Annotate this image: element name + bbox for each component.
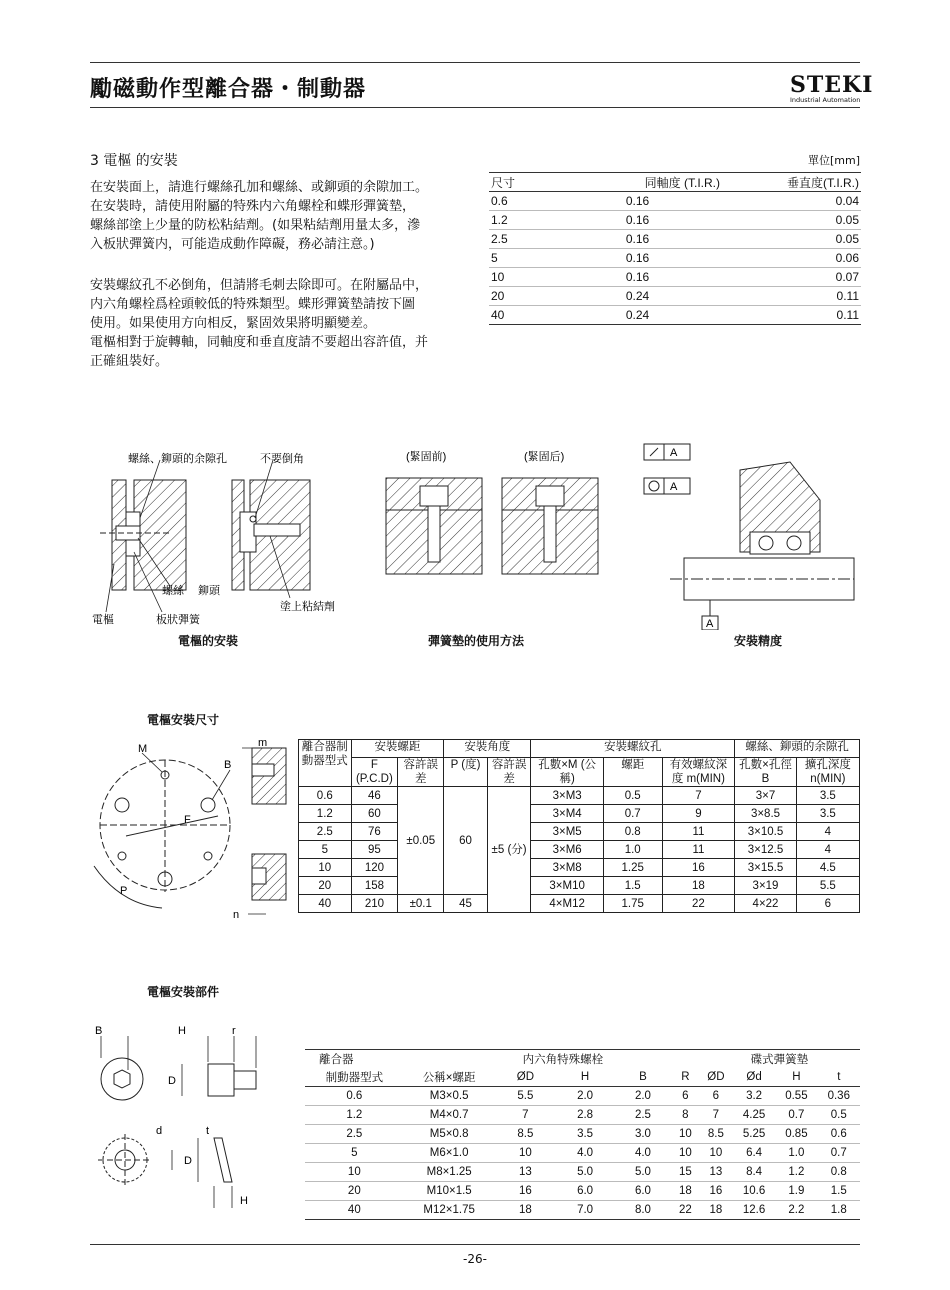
- table-cell: 0.16: [553, 211, 728, 230]
- table-row: [489, 192, 861, 211]
- paragraph-line: 内六角螺栓爲栓頭較低的特殊類型。蝶形彈簧墊請按下圖: [90, 297, 416, 312]
- thread-depth: 18: [662, 877, 735, 895]
- table-row: [489, 306, 861, 325]
- table-cell: 7.0: [556, 1201, 614, 1220]
- counterbore-depth: 3.5: [796, 805, 859, 823]
- label-b: B: [224, 759, 232, 771]
- label-p: P: [120, 885, 128, 897]
- table-cell: 18: [699, 1201, 733, 1220]
- table-cell: 0.85: [775, 1125, 817, 1144]
- table-cell: 0.6: [491, 194, 508, 208]
- table-cell: 18: [672, 1182, 699, 1201]
- table-cell: 6: [712, 1090, 720, 1102]
- caption-install-accuracy: 安裝精度: [734, 634, 783, 648]
- model-size: 10: [299, 859, 352, 877]
- table-row: [299, 805, 860, 823]
- leaf-spring-label: 板狀彈簧: [156, 614, 200, 626]
- thread-pitch: 0.8: [603, 823, 662, 841]
- header-cell: 孔數×M (公稱): [531, 758, 604, 787]
- table-cell: 0.07: [728, 268, 861, 287]
- top-rule: [90, 62, 860, 63]
- datum-a-label: A: [670, 481, 678, 493]
- pcd-value: 158: [351, 877, 398, 895]
- washer-side-view: [214, 1138, 232, 1182]
- header-cell: 安裝螺距: [351, 740, 444, 758]
- bolt-head-before: [420, 486, 448, 506]
- table-cell: 40: [305, 1201, 404, 1220]
- table-cell: M12×1.75: [404, 1201, 495, 1220]
- table-cell: 6.0: [556, 1182, 614, 1201]
- table-row: [299, 787, 860, 805]
- datum-a-label: A: [670, 447, 678, 459]
- header-cell: ØD: [495, 1068, 556, 1087]
- angle-value: 60: [444, 787, 488, 895]
- paragraph-2: [90, 276, 475, 371]
- table-cell: 3.2: [746, 1090, 763, 1102]
- bolt-head-top-view: [101, 1058, 143, 1100]
- before-tighten-label: (緊固前): [406, 451, 447, 463]
- header-cell: 制動器型式: [305, 1068, 404, 1087]
- header-cell: 容許誤差: [487, 758, 531, 787]
- header-cell: ØD: [699, 1068, 733, 1087]
- table-cell: 2.0: [634, 1090, 651, 1102]
- header-cell: 安裝螺紋孔: [531, 740, 735, 758]
- table-cell: 8.5: [699, 1125, 733, 1144]
- thread-pitch: 0.7: [603, 805, 662, 823]
- paragraph-line: 在安裝面上，請進行螺絲孔加和螺絲、或鉚頭的余隙加工。: [90, 180, 429, 195]
- label-m: m: [258, 737, 268, 749]
- header-cell: R: [672, 1068, 699, 1087]
- table-cell: 6.4: [733, 1144, 775, 1163]
- table-cell: 0.16: [553, 249, 728, 268]
- counterbore-depth: 4: [796, 823, 859, 841]
- parts-table: [305, 1049, 860, 1220]
- table-header-row: [305, 1068, 860, 1087]
- table-cell: 10: [489, 268, 553, 287]
- label-h: H: [240, 1195, 248, 1207]
- thread-pitch: 1.0: [603, 841, 662, 859]
- hex-socket: [114, 1070, 130, 1088]
- clearance-hole-label: 螺絲、鉚頭的余隙孔: [128, 453, 227, 465]
- table-cell: 8.4: [733, 1163, 775, 1182]
- unit-label: 單位[mm]: [807, 154, 860, 167]
- model-size: 1.2: [299, 805, 352, 823]
- thread-depth: 22: [662, 895, 735, 913]
- tir-table-body: [489, 192, 861, 325]
- header-cell: F (P.C.D): [351, 758, 398, 787]
- table-cell: 1.2: [489, 211, 553, 230]
- model-size: 5: [299, 841, 352, 859]
- caption-washer-usage: 彈簧墊的使用方法: [428, 634, 525, 648]
- table-cell: 18: [495, 1201, 556, 1220]
- clearance-hole-spec: 3×10.5: [735, 823, 796, 841]
- label-h: H: [178, 1025, 186, 1037]
- perpendicularity-frame: [644, 478, 690, 494]
- table-cell: 6.0: [614, 1182, 672, 1201]
- header-cell: H: [775, 1068, 817, 1087]
- table-row: [299, 823, 860, 841]
- table-row: [305, 1087, 860, 1106]
- header-cell: 垂直度(T.I.R.): [728, 173, 861, 192]
- model-size: 20: [299, 877, 352, 895]
- table-row: [299, 859, 860, 877]
- thread-pitch: 1.5: [603, 877, 662, 895]
- table-cell: 1.2: [775, 1163, 817, 1182]
- thread-depth: 7: [662, 787, 735, 805]
- table-cell: 7: [495, 1106, 556, 1125]
- table-cell: M5×0.8: [404, 1125, 495, 1144]
- header-cell: B: [614, 1068, 672, 1087]
- hub-block: [134, 480, 186, 590]
- table-cell: 0.16: [625, 194, 650, 208]
- thread-pitch: 0.5: [603, 787, 662, 805]
- brand-subtitle: Industrial Automation: [790, 96, 861, 104]
- pcd-value: 210: [351, 895, 398, 913]
- screw-label: 螺絲: [162, 585, 184, 597]
- label-d-capital: D: [184, 1155, 192, 1167]
- table-cell: 0.36: [827, 1090, 850, 1102]
- table-cell: 2.5: [305, 1125, 404, 1144]
- counterbore-depth: 6: [796, 895, 859, 913]
- counterbore-depth: 3.5: [796, 787, 859, 805]
- table-cell: 5.5: [517, 1090, 534, 1102]
- table-cell: 0.06: [728, 249, 861, 268]
- header-cell: 離合器制動器型式: [299, 740, 352, 787]
- table-cell: 40: [489, 306, 553, 325]
- header-cell: 容許誤差: [398, 758, 444, 787]
- label-d: d: [156, 1125, 163, 1137]
- label-d-capital: D: [168, 1075, 176, 1087]
- label-r: r: [232, 1025, 236, 1037]
- table-cell: 4.25: [733, 1106, 775, 1125]
- table-cell: 0.6: [818, 1125, 860, 1144]
- table-cell: 2.0: [577, 1090, 594, 1102]
- header-cell: 同軸度 (T.I.R.): [553, 173, 728, 192]
- mount-dims-subtitle: 電樞安裝尺寸: [147, 713, 220, 727]
- header-cell: 内六角特殊螺栓: [495, 1050, 672, 1069]
- bolt-head-after: [536, 486, 564, 506]
- table-cell: 15: [672, 1163, 699, 1182]
- clearance-hole-spec: 4×22: [735, 895, 796, 913]
- table-cell: 10: [699, 1144, 733, 1163]
- paragraph-line: 安裝螺紋孔不必倒角，但請將毛刺去除即可。在附屬品中，: [90, 278, 429, 293]
- header-cell: 擴孔深度 n(MIN): [796, 758, 859, 787]
- counterbore-depth: 4: [796, 841, 859, 859]
- header-cell: 離合器: [305, 1050, 404, 1069]
- clearance-hole: [115, 798, 129, 812]
- table-cell: 1.9: [775, 1182, 817, 1201]
- table-cell: 20: [489, 287, 553, 306]
- table-cell: 3.5: [556, 1125, 614, 1144]
- table-cell: 3.0: [614, 1125, 672, 1144]
- table-cell: 5.0: [614, 1163, 672, 1182]
- pcd-value: 46: [351, 787, 398, 805]
- clearance-hole-spec: 3×7: [735, 787, 796, 805]
- header-cell: Ød: [733, 1068, 775, 1087]
- table-row: [299, 841, 860, 859]
- parts-table-body: [305, 1087, 860, 1220]
- table-cell: 0.16: [553, 230, 728, 249]
- parts-diagram: [90, 1022, 290, 1212]
- table-cell: 12.6: [733, 1201, 775, 1220]
- header-cell: 螺距: [603, 758, 662, 787]
- table-cell: 2.5: [614, 1106, 672, 1125]
- table-row: [489, 211, 861, 230]
- table-cell: 0.05: [728, 230, 861, 249]
- table-cell: 0.24: [553, 306, 728, 325]
- table-cell: M10×1.5: [404, 1182, 495, 1201]
- brand-logo: [790, 72, 874, 104]
- table-cell: 10: [672, 1125, 699, 1144]
- datum-a-label: A: [706, 618, 714, 630]
- angle-tolerance: ±5 (分): [487, 787, 531, 913]
- model-size: 0.6: [299, 787, 352, 805]
- clearance-hole-spec: 3×15.5: [735, 859, 796, 877]
- no-chamfer-label: 不要倒角: [260, 453, 304, 465]
- clearance-hole: [201, 798, 215, 812]
- header-cell: 螺絲、鉚頭的余隙孔: [735, 740, 860, 758]
- table-cell: 10: [672, 1144, 699, 1163]
- after-tighten-label: (緊固后): [524, 451, 565, 463]
- adhesive-label: 塗上粘結劑: [280, 601, 335, 613]
- pcd-value: 76: [351, 823, 398, 841]
- bolt-shank: [254, 524, 300, 536]
- page-number: -26-: [463, 1252, 487, 1266]
- table-cell: M6×1.0: [404, 1144, 495, 1163]
- thread-pitch: 1.25: [603, 859, 662, 877]
- pcd-value: 60: [351, 805, 398, 823]
- install-accuracy-figure: [640, 440, 860, 630]
- table-row: [305, 1125, 860, 1144]
- header-cell: 尺寸: [489, 173, 553, 192]
- parts-subtitle: 電樞安裝部件: [147, 985, 220, 999]
- washer-usage-figure: [380, 440, 610, 600]
- table-cell: 5: [489, 249, 553, 268]
- section-heading: 3 電樞 的安裝: [90, 153, 178, 169]
- tapped-hole-spec: 4×M12: [531, 895, 604, 913]
- table-cell: 22: [672, 1201, 699, 1220]
- bolt-side-view: [208, 1064, 234, 1096]
- table-cell: 0.5: [818, 1106, 860, 1125]
- pcd-value: 120: [351, 859, 398, 877]
- tapped-hole-spec: 3×M8: [531, 859, 604, 877]
- angle-value: 45: [444, 895, 488, 913]
- table-cell: 2.8: [556, 1106, 614, 1125]
- table-row: [305, 1182, 860, 1201]
- thread-pitch: 1.75: [603, 895, 662, 913]
- tapped-hole: [118, 852, 126, 860]
- paragraph-line: 正確組裝好。: [90, 354, 169, 369]
- armature-label: 電樞: [92, 614, 114, 626]
- table-cell: 0.7: [775, 1106, 817, 1125]
- table-cell: M8×1.25: [404, 1163, 495, 1182]
- model-size: 40: [299, 895, 352, 913]
- table-row: [489, 249, 861, 268]
- table-cell: 0.55: [785, 1090, 808, 1102]
- counterbore-depth: 5.5: [796, 877, 859, 895]
- table-cell: 0.24: [553, 287, 728, 306]
- paragraph-line: 螺絲部塗上少量的防松粘結劑。(如果粘結劑用量太多，滲: [90, 218, 421, 233]
- table-cell: 7: [699, 1106, 733, 1125]
- tapped-hole-spec: 3×M6: [531, 841, 604, 859]
- table-cell: 0.8: [818, 1163, 860, 1182]
- table-row: [489, 268, 861, 287]
- tapped-hole-spec: 3×M5: [531, 823, 604, 841]
- table-cell: 20: [305, 1182, 404, 1201]
- table-row: [489, 287, 861, 306]
- table-cell: 5.0: [556, 1163, 614, 1182]
- table-cell: 0.6: [346, 1090, 363, 1102]
- table-cell: M4×0.7: [404, 1106, 495, 1125]
- tapped-hole-spec: 3×M4: [531, 805, 604, 823]
- label-f: F: [184, 814, 191, 826]
- table-cell: 6: [682, 1090, 689, 1102]
- table-cell: 0.7: [818, 1144, 860, 1163]
- brand-name: STEKI: [790, 72, 874, 98]
- header-cell: 碟式彈簧墊: [699, 1050, 860, 1069]
- paragraph-line: 電樞相對于旋轉軸，同軸度和垂直度請不要超出容許值，并: [90, 335, 429, 350]
- pcd-value: 95: [351, 841, 398, 859]
- paragraph-line: 在安裝時，請使用附屬的特殊内六角螺栓和蝶形彈簧墊，: [90, 199, 416, 214]
- caption-armature-install: 電樞的安裝: [178, 634, 239, 648]
- paragraph-1: [90, 178, 475, 254]
- table-cell: 1.8: [818, 1201, 860, 1220]
- label-t: t: [206, 1125, 210, 1137]
- table-cell: 0.04: [835, 194, 859, 208]
- table-row: [299, 877, 860, 895]
- tapped-hole-spec: 3×M3: [531, 787, 604, 805]
- table-row: [305, 1163, 860, 1182]
- table-cell: M3×0.5: [429, 1090, 469, 1102]
- clearance-hole-spec: 3×12.5: [735, 841, 796, 859]
- header-cell: P (度): [444, 758, 488, 787]
- tolerance-value: ±0.1: [398, 895, 444, 913]
- table-cell: 16: [699, 1182, 733, 1201]
- table-cell: 5.25: [733, 1125, 775, 1144]
- table-cell: 0.16: [553, 268, 728, 287]
- table-cell: 0.05: [728, 211, 861, 230]
- label-n: n: [233, 909, 240, 921]
- hole-pattern-diagram: [90, 732, 290, 922]
- table-cell: 0.11: [728, 306, 861, 325]
- clearance-hole-spec: 3×19: [735, 877, 796, 895]
- counterbore-depth: 4.5: [796, 859, 859, 877]
- paragraph-line: 使用。如果使用方向相反，緊固效果將明顯變差。: [90, 316, 377, 331]
- table-row: [305, 1144, 860, 1163]
- header-cell: 有效螺紋深度 m(MIN): [662, 758, 735, 787]
- header-rule: [90, 107, 860, 108]
- header-cell: 孔數×孔徑B: [735, 758, 796, 787]
- table-cell: 10: [495, 1144, 556, 1163]
- table-cell: 13: [699, 1163, 733, 1182]
- table-row: [489, 230, 861, 249]
- header-cell: t: [818, 1068, 860, 1087]
- label-b: B: [95, 1025, 103, 1037]
- table-row: [299, 895, 860, 913]
- mount-dims-table: [298, 739, 860, 913]
- mount-dims-body: [299, 787, 860, 913]
- table-cell: 5: [305, 1144, 404, 1163]
- label-m-capital: M: [138, 743, 148, 755]
- rivet-label: 鉚頭: [198, 585, 220, 597]
- model-size: 2.5: [299, 823, 352, 841]
- coaxiality-frame: [644, 444, 690, 460]
- table-cell: 8: [672, 1106, 699, 1125]
- header-cell: 安裝角度: [444, 740, 531, 758]
- tapped-hole: [204, 852, 212, 860]
- header-cell: 公稱×螺距: [404, 1068, 495, 1087]
- table-cell: 4.0: [614, 1144, 672, 1163]
- table-cell: 0.11: [728, 287, 861, 306]
- table-cell: 1.2: [305, 1106, 404, 1125]
- table-cell: 2.5: [489, 230, 553, 249]
- table-cell: 8.0: [614, 1201, 672, 1220]
- thread-depth: 9: [662, 805, 735, 823]
- table-cell: 16: [495, 1182, 556, 1201]
- tolerance-value: ±0.05: [398, 787, 444, 895]
- table-row: [305, 1201, 860, 1220]
- thread-depth: 16: [662, 859, 735, 877]
- footer-rule: [90, 1244, 860, 1245]
- clearance-hole-spec: 3×8.5: [735, 805, 796, 823]
- table-cell: 4.0: [556, 1144, 614, 1163]
- table-row: [305, 1106, 860, 1125]
- table-cell: 8.5: [495, 1125, 556, 1144]
- armature-install-figure: [90, 440, 350, 650]
- table-cell: 2.2: [775, 1201, 817, 1220]
- table-cell: 10.6: [733, 1182, 775, 1201]
- table-cell: 10: [305, 1163, 404, 1182]
- thread-depth: 11: [662, 823, 735, 841]
- table-cell: 1.5: [818, 1182, 860, 1201]
- thread-depth: 11: [662, 841, 735, 859]
- header-cell: H: [556, 1068, 614, 1087]
- tir-table: [489, 172, 861, 325]
- page-title: 勵磁動作型離合器・制動器: [90, 77, 367, 102]
- table-header-row: [489, 173, 861, 192]
- table-cell: 13: [495, 1163, 556, 1182]
- paragraph-line: 入板狀彈簧内，可能造成動作障礙，務必請注意。): [90, 237, 375, 252]
- tapped-hole-spec: 3×M10: [531, 877, 604, 895]
- table-cell: 1.0: [775, 1144, 817, 1163]
